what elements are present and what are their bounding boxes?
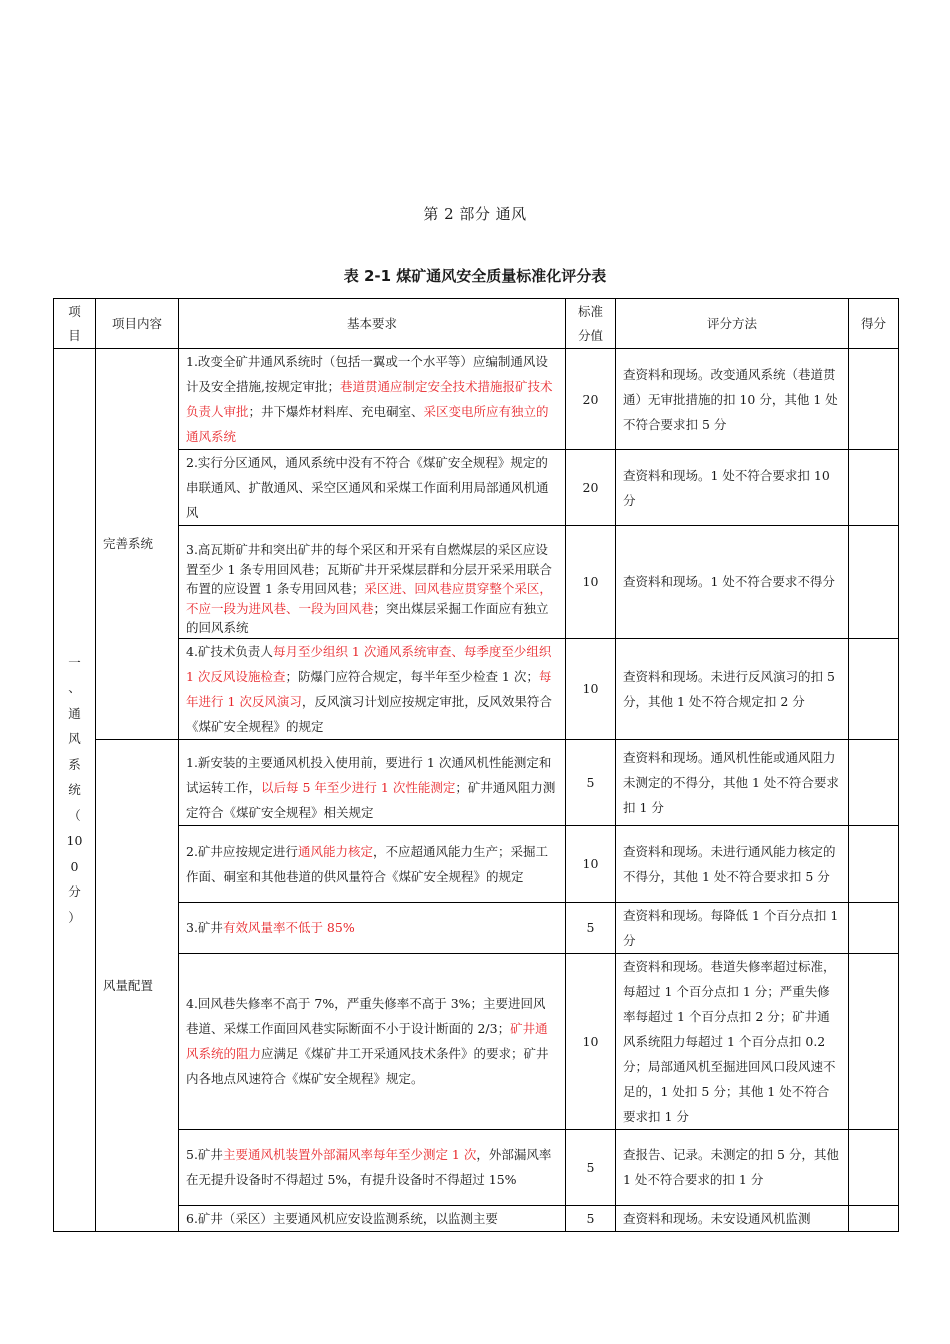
method-cell: 查资料和现场。巷道失修率超过标准，每超过 1 个百分点扣 1 分；严重失修率每超过 1 个百分点扣 2 分；矿井通风系统阻力每超过 1 个百分点扣 0.2 分；局部通风机至掘进回风口段风速不足的，1 处扣 5 分；其他 1 处不符合要求扣 1 分 xyxy=(616,953,849,1129)
score-value: 20 xyxy=(566,349,616,450)
got-cell xyxy=(849,739,899,825)
method-cell: 查资料和现场。通风机性能或通风阻力未测定的不得分，其他 1 处不符合要求扣 1 分 xyxy=(616,739,849,825)
requirement-cell xyxy=(179,349,566,450)
table-row xyxy=(54,1129,899,1205)
requirement-text: ；矿井通风阻力测定符合《煤矿安全规程》相关规定 xyxy=(186,779,556,820)
project-name-char: 通 xyxy=(68,705,81,721)
header-got: 得分 xyxy=(849,299,899,349)
group-cell-airflow xyxy=(96,739,179,1231)
got-cell xyxy=(849,953,899,1129)
method-cell: 查资料和现场。未进行通风能力核定的不得分，其他 1 处不符合要求扣 5 分 xyxy=(616,825,849,902)
highlighted-requirement-text: 采区进、回风巷应贯穿整个采区，不应一段为进风巷、一段为回风巷 xyxy=(186,581,552,616)
score-value: 10 xyxy=(566,526,616,639)
header-project-line2: 目 xyxy=(68,327,81,343)
score-value: 5 xyxy=(566,902,616,953)
got-cell xyxy=(849,902,899,953)
group-cell-system xyxy=(96,349,179,740)
score-value: 5 xyxy=(566,739,616,825)
method-cell: 查报告、记录。未测定的扣 5 分，其他 1 处不符合要求的扣 1 分 xyxy=(616,1129,849,1205)
table-row xyxy=(54,526,899,639)
requirement-text: 2.实行分区通风，通风系统中没有不符合《煤矿安全规程》规定的串联通风、扩散通风、采空区通风和采煤工作面利用局部通风机通风 xyxy=(186,455,549,520)
header-project-line1: 项 xyxy=(68,303,81,319)
score-value: 5 xyxy=(566,1205,616,1231)
project-name-char: 统 xyxy=(68,782,81,797)
requirement-text: ，反风演习计划应按规定审批，反风效果符合《煤矿安全规程》的规定 xyxy=(186,693,552,734)
project-name-cell xyxy=(54,349,96,1232)
highlighted-requirement-text: 主要通风机装置外部漏风率每年至少测定 1 次 xyxy=(222,1147,477,1162)
requirement-text: ，外部漏风率在无提升设备时不得超过 5%，有提升设备时不得超过 15% xyxy=(186,1147,552,1187)
table-row xyxy=(54,902,899,953)
got-cell xyxy=(849,825,899,902)
group-name: 完善系统 xyxy=(103,536,154,552)
score-value: 5 xyxy=(566,1129,616,1205)
requirement-cell xyxy=(179,1129,566,1205)
requirement-text: ；井下爆炸材料库、充电硐室、 xyxy=(248,404,424,419)
requirement-text: 2.矿井应按规定进行 xyxy=(186,843,298,859)
requirement-cell xyxy=(179,526,566,639)
project-name-char: 10 xyxy=(66,833,83,848)
project-name-char: 系 xyxy=(68,756,81,772)
method-cell: 查资料和现场。改变通风系统（巷道贯通）无审批措施的扣 10 分，其他 1 处不符合要求扣 5 分 xyxy=(616,349,849,450)
requirement-text: 5.矿井 xyxy=(186,1147,223,1162)
got-cell xyxy=(849,638,899,739)
requirement-cell xyxy=(179,953,566,1129)
requirement-text: 应满足《煤矿井工开采通风技术条件》的要求；矿井内各地点风速符合《煤矿安全规程》规定。 xyxy=(186,1046,549,1086)
score-value: 10 xyxy=(566,638,616,739)
requirement-text: 3.矿井 xyxy=(186,920,223,935)
group-name: 风量配置 xyxy=(103,977,154,993)
highlighted-requirement-text: 每月至少组织 1 次通风系统审查、每季度至少组织 1 次反风设施检查 xyxy=(186,643,552,684)
table-row xyxy=(54,450,899,526)
project-name xyxy=(61,650,88,931)
highlighted-requirement-text: 巷道贯通应制定安全技术措施报矿技术负责人审批 xyxy=(186,379,553,419)
method-cell: 查资料和现场。每降低 1 个百分点扣 1 分 xyxy=(616,902,849,953)
score-value: 10 xyxy=(566,953,616,1129)
requirement-text: 4.矿技术负责人 xyxy=(186,643,273,659)
project-name-char: 、 xyxy=(68,680,81,695)
got-cell xyxy=(849,1129,899,1205)
method-cell: 查资料和现场。1 处不符合要求扣 10 分 xyxy=(616,450,849,526)
requirement-text: ，不应超通风能力生产；采掘工作面、硐室和其他巷道的供风量符合《煤矿安全规程》的规定 xyxy=(186,843,548,884)
header-score-line2: 分值 xyxy=(577,327,603,343)
scoring-table xyxy=(53,298,899,1232)
highlighted-requirement-text: 每年进行 1 次反风演习 xyxy=(186,668,552,709)
header-requirement: 基本要求 xyxy=(179,299,566,349)
method-cell: 查资料和现场。未进行反风演习的扣 5 分，其他 1 处不符合规定扣 2 分 xyxy=(616,638,849,739)
requirement-cell xyxy=(179,1205,566,1231)
got-cell xyxy=(849,450,899,526)
table-caption: 表 2-1 煤矿通风安全质量标准化评分表 xyxy=(343,267,607,285)
page-title: 第 2 部分 通风 xyxy=(423,205,527,223)
table-row xyxy=(54,638,899,739)
header-project xyxy=(54,299,96,349)
requirement-cell xyxy=(179,825,566,902)
header-method: 评分方法 xyxy=(616,299,849,349)
got-cell xyxy=(849,1205,899,1231)
highlighted-requirement-text: 采区变电所应有独立的通风系统 xyxy=(186,404,549,444)
highlighted-requirement-text: 矿井通风系统的阻力 xyxy=(186,1021,548,1061)
table-row xyxy=(54,739,899,825)
got-cell xyxy=(849,349,899,450)
method-cell: 查资料和现场。未安设通风机监测 xyxy=(616,1205,849,1231)
highlighted-requirement-text: 通风能力核定 xyxy=(297,843,373,859)
requirement-cell xyxy=(179,450,566,526)
project-name-char: 分 xyxy=(68,884,81,899)
table-row xyxy=(54,953,899,1129)
project-name-char: ） xyxy=(68,909,81,925)
requirement-cell xyxy=(179,638,566,739)
requirement-text: 3.高瓦斯矿井和突出矿井的每个采区和开采有自燃煤层的采区应设置至少 1 条专用回风巷；瓦斯矿井开采煤层群和分层开采采用联合布置的应设置 1 条专用回风巷； xyxy=(186,542,552,596)
requirement-cell xyxy=(179,902,566,953)
requirement-text: 1.改变全矿井通风系统时（包括一翼或一个水平等）应编制通风设计及安全措施,按规定审批； xyxy=(186,354,548,394)
header-score xyxy=(566,299,616,349)
score-value: 20 xyxy=(566,450,616,526)
highlighted-requirement-text: 有效风量率不低于 85% xyxy=(222,920,355,935)
requirement-text: 1.新安装的主要通风机投入使用前，要进行 1 次通风机性能测定和试运转工作， xyxy=(186,754,552,795)
table-row xyxy=(54,1205,899,1231)
highlighted-requirement-text: 以后每 5 年至少进行 1 次性能测定 xyxy=(261,779,456,795)
project-name-char: 风 xyxy=(68,731,81,746)
table-row xyxy=(54,825,899,902)
requirement-text: 6.矿井（采区）主要通风机应安设监测系统，以监测主要 xyxy=(186,1210,498,1226)
requirement-text: ；突出煤层采掘工作面应有独立的回风系统 xyxy=(186,600,549,635)
requirement-text: 4.回风巷失修率不高于 7%，严重失修率不高于 3%；主要进回风巷道、采煤工作面回风巷实际断面不小于设计断面的 2/3； xyxy=(186,996,546,1036)
header-row xyxy=(54,299,899,349)
method-cell: 查资料和现场。1 处不符合要求不得分 xyxy=(616,526,849,639)
project-name-char: （ xyxy=(68,807,81,823)
header-score-line1: 标准 xyxy=(577,303,603,319)
requirement-cell xyxy=(179,739,566,825)
project-name-char: 一 xyxy=(68,654,81,670)
header-content: 项目内容 xyxy=(96,299,179,349)
score-value: 10 xyxy=(566,825,616,902)
requirement-text: ；防爆门应符合规定，每半年至少检查 1 次； xyxy=(285,668,539,684)
project-name-char: 0 xyxy=(70,858,79,874)
table-row xyxy=(54,349,899,450)
got-cell xyxy=(849,526,899,639)
